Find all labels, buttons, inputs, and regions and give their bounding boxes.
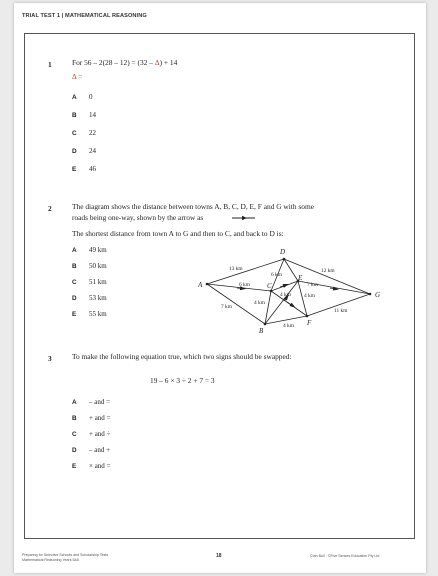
q1-option-a[interactable]: A 0: [72, 93, 93, 101]
distance-a-c: 6 km: [239, 282, 250, 288]
footer-book-title: Preparing for Selective Schools and Scholarship Tests: [22, 553, 109, 557]
town-b-dot: [264, 323, 267, 326]
q3-number: 3: [48, 354, 52, 363]
distance-e-g: 7 km: [307, 282, 318, 288]
q2-option-a[interactable]: A 49 km: [72, 246, 107, 254]
town-c-label: C: [267, 282, 272, 290]
q2-text-line3: The shortest distance from town A to G and then to C, and back to D is:: [72, 229, 284, 238]
q3-option-e[interactable]: E × and =: [72, 462, 111, 470]
town-d-dot: [283, 258, 286, 261]
page: [14, 3, 426, 573]
q1-number: 1: [48, 60, 52, 69]
town-d-label: D: [280, 248, 286, 256]
q3-equation: 19 – 6 × 3 ÷ 2 + 7 = 3: [150, 376, 215, 385]
q2-option-e[interactable]: E 55 km: [72, 310, 107, 318]
distance-c-d: 6 km: [271, 272, 282, 278]
q2-option-c[interactable]: C 51 km: [72, 278, 107, 286]
q3-text: To make the following equation true, which two signs should be swapped:: [72, 352, 292, 361]
distance-a-d: 13 km: [229, 266, 243, 272]
q2-text-line1: The diagram shows the distance between towns A, B, C, D, E, F and G with some: [72, 202, 315, 211]
delta-symbol: Δ: [154, 58, 160, 67]
distance-c-f: 4 km: [280, 292, 291, 298]
q2-option-b[interactable]: B 50 km: [72, 262, 107, 270]
distance-e-f: 4 km: [304, 293, 315, 299]
road-d-g: [284, 259, 370, 294]
footer-book-subtitle: Mathematical Reasoning Years 5&6: [22, 558, 79, 562]
q2-number: 2: [48, 204, 52, 213]
road-d-e: [284, 259, 298, 281]
town-g-label: G: [375, 291, 381, 299]
q1-option-b[interactable]: B 14: [72, 111, 96, 119]
page-number: 18: [216, 553, 222, 559]
q1-option-c[interactable]: C 22: [72, 129, 96, 137]
one-way-arrow-icon: [330, 288, 336, 289]
town-f-dot: [306, 315, 309, 318]
footer-copyright: ©Ian Bull · ©Five Senses Education Pty Ltd: [310, 554, 380, 558]
q1-option-d[interactable]: D 24: [72, 147, 96, 155]
q1-prompt: Δ =: [72, 72, 83, 81]
question-frame: [24, 33, 415, 539]
q1-text: For 56 – 2(28 – 12) = (32 – Δ) + 14: [72, 58, 178, 67]
distance-f-g: 11 km: [334, 308, 348, 314]
q3-option-c[interactable]: C + and ÷: [72, 430, 111, 438]
distance-b-e: 4 km: [254, 300, 265, 306]
footer-left: [22, 553, 108, 563]
town-a-dot: [206, 283, 209, 286]
town-e-label: E: [298, 274, 303, 282]
q1-option-e[interactable]: E 46: [72, 165, 96, 173]
town-g-dot: [369, 293, 372, 296]
town-b-label: B: [259, 327, 264, 335]
page-header: TRIAL TEST 1 | MATHEMATICAL REASONING: [22, 13, 147, 19]
town-c-dot: [270, 290, 273, 293]
distance-a-b: 7 km: [221, 304, 232, 310]
town-f-label: F: [307, 319, 312, 327]
town-a-label: A: [198, 281, 203, 289]
distance-d-g: 12 km: [321, 268, 335, 274]
road-b-c: [265, 291, 271, 324]
q2-option-d[interactable]: D 53 km: [72, 294, 107, 302]
one-way-arrow-icon: [287, 302, 293, 306]
q3-option-a[interactable]: A – and =: [72, 398, 111, 406]
q3-option-d[interactable]: D – and +: [72, 446, 111, 454]
distance-b-f: 4 km: [283, 323, 294, 329]
q3-option-b[interactable]: B + and =: [72, 414, 111, 422]
q2-text-line2: roads being one-way, shown by the arrow as: [72, 213, 204, 222]
